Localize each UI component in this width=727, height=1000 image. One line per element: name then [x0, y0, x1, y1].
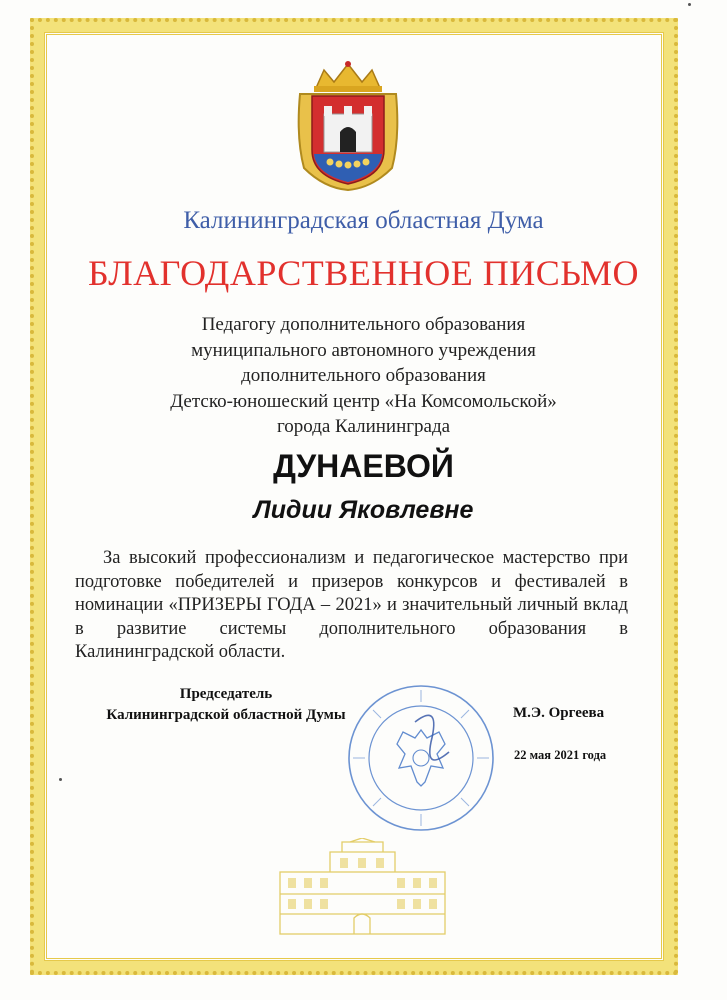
addressee-block — [0, 312, 727, 440]
signatory-position-line: Калининградской областной Думы — [106, 706, 346, 723]
official-seal-icon — [345, 682, 497, 834]
addressee-line: города Калининграда — [276, 416, 451, 438]
document-title: БЛАГОДАРСТВЕННОЕ ПИСЬМО — [87, 253, 640, 293]
coat-of-arms-icon — [294, 58, 402, 193]
scan-speck — [688, 3, 691, 6]
document-date: 22 мая 2021 года — [514, 748, 607, 762]
building-icon — [270, 838, 455, 938]
signatory-name: М.Э. Оргеева — [513, 705, 605, 721]
addressee-line: Детско-юношеский центр «На Комсомольской» — [170, 390, 557, 412]
addressee-line: муниципального автономного учреждения — [191, 339, 536, 361]
addressee-line: Педагогу дополнительного образования — [201, 314, 526, 335]
signatory-position — [76, 684, 376, 725]
gratitude-text: За высокий профессионализм и педагогическое мастерство при подготовке победителей и призеров конкурсов и фестивалей в номинации «ПРИЗЕРЫ ГОДА – 2021» и значительный личный вклад в развитие системы дополнительного образования в Калининградской области. — [75, 548, 628, 662]
organization-title: Калининградская областная Дума — [183, 207, 544, 234]
recipient-name: Лидии Яковлевне — [253, 496, 474, 524]
scan-speck — [59, 778, 62, 781]
recipient-surname: ДУНАЕВОЙ — [273, 448, 454, 484]
addressee-line: дополнительного образования — [241, 365, 486, 387]
signatory-position-line: Председатель — [179, 686, 273, 702]
